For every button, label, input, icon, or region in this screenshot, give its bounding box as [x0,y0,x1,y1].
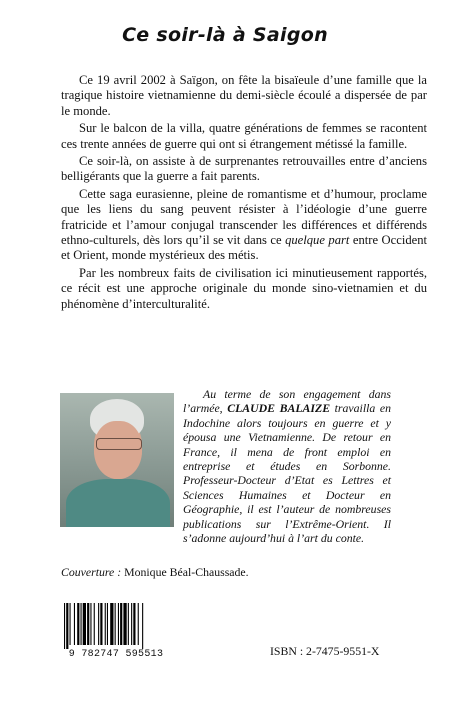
barcode-bar [100,603,102,645]
back-cover-blurb [61,73,427,314]
book-title: Ce soir-là à Saigon [122,24,328,46]
barcode-bar [83,603,86,645]
barcode-bar [87,603,89,645]
barcode-digits: 9 782747 595513 [68,649,164,660]
barcode-bar [74,603,75,645]
blurb-italic-text: quelque part [285,233,350,248]
photo-shirt [66,479,170,527]
cover-label: Couverture : [61,565,122,579]
barcode-bar [131,603,132,645]
author-photo [60,393,174,527]
blurb-paragraph: Ce soir-là, on assiste à de surprenantes retrouvailles entre d’anciens belligérants que la guerre a fait parents. [61,154,427,184]
blurb-paragraph [61,187,427,264]
barcode-bar [70,603,71,645]
barcode-bar [115,603,116,645]
blurb-paragraph: Ce 19 avril 2002 à Saïgon, on fête la bisaïeule d’une famille que la tragique histoire vietnamienne du demi-siècle écoulé a dispersée de par le monde. [61,73,427,118]
blurb-paragraph: Par les nombreux faits de civilisation ici minutieusement rapportés, ce récit est une approche originale du monde sino-vietnamien et du phénomène d’interculturalité. [61,265,427,311]
photo-face-front [94,421,142,479]
blurb-text: entre Occident et Orient, monde mystérieux des métis. [61,233,427,263]
bio-text: Au terme de son engagement dans l’armée, [183,387,391,416]
cover-artist: Monique Béal-Chaussade. [121,565,249,579]
barcode-bar [128,603,129,645]
barcode-bar [66,603,68,649]
barcode-bar [77,603,79,645]
barcode-bar [142,603,143,649]
barcode-bar [118,603,119,645]
barcode-bar [138,603,139,645]
barcode-bar [120,603,122,645]
blurb-paragraph: Sur le balcon de la villa, quatre générations de femmes se racontent ces trente années de guerre qui ont si étrangement métissé la famille. [61,121,427,151]
blurb-text: Cette saga eurasienne, pleine de romantisme et d’humour, proclame que les liens du sang peuvent résister à l’idéologie d’une guerre fratricide et l’amour conjugal transcender les différences et différends ethno-culturels, dès lors qu’il se vit dans ce [61,186,427,248]
barcode-bars [60,603,172,649]
author-name: CLAUDE BALAIZE [227,401,331,416]
photo-glasses [96,438,142,450]
barcode-bar [133,603,135,645]
cover-credit [61,565,249,580]
barcode-bar [107,603,108,645]
barcode-bar [90,603,91,645]
barcode-bar [110,603,113,645]
barcode-bar [123,603,126,645]
barcode-bar [81,603,82,645]
barcode-bar [98,603,99,645]
isbn: ISBN : 2-7475-9551-X [270,644,380,658]
bio-text: travailla en Indochine alors toujours en guerre et y épousa une Vietnamienne. De retour en France, il mena de front emploi en entreprise et études en Sorbonne. Professeur-Docteur d’Etat es Lettres et Sciences Humaines et Docteur en Géographie, il est l’auteur de nombreuses publications sur l’Extrême-Orient. Il s’adonne aujourd’hui à l’art du conte. [183,401,391,546]
barcode-bar [64,603,65,649]
barcode-bar [94,603,95,645]
barcode-bar [105,603,106,645]
author-bio [183,387,391,545]
